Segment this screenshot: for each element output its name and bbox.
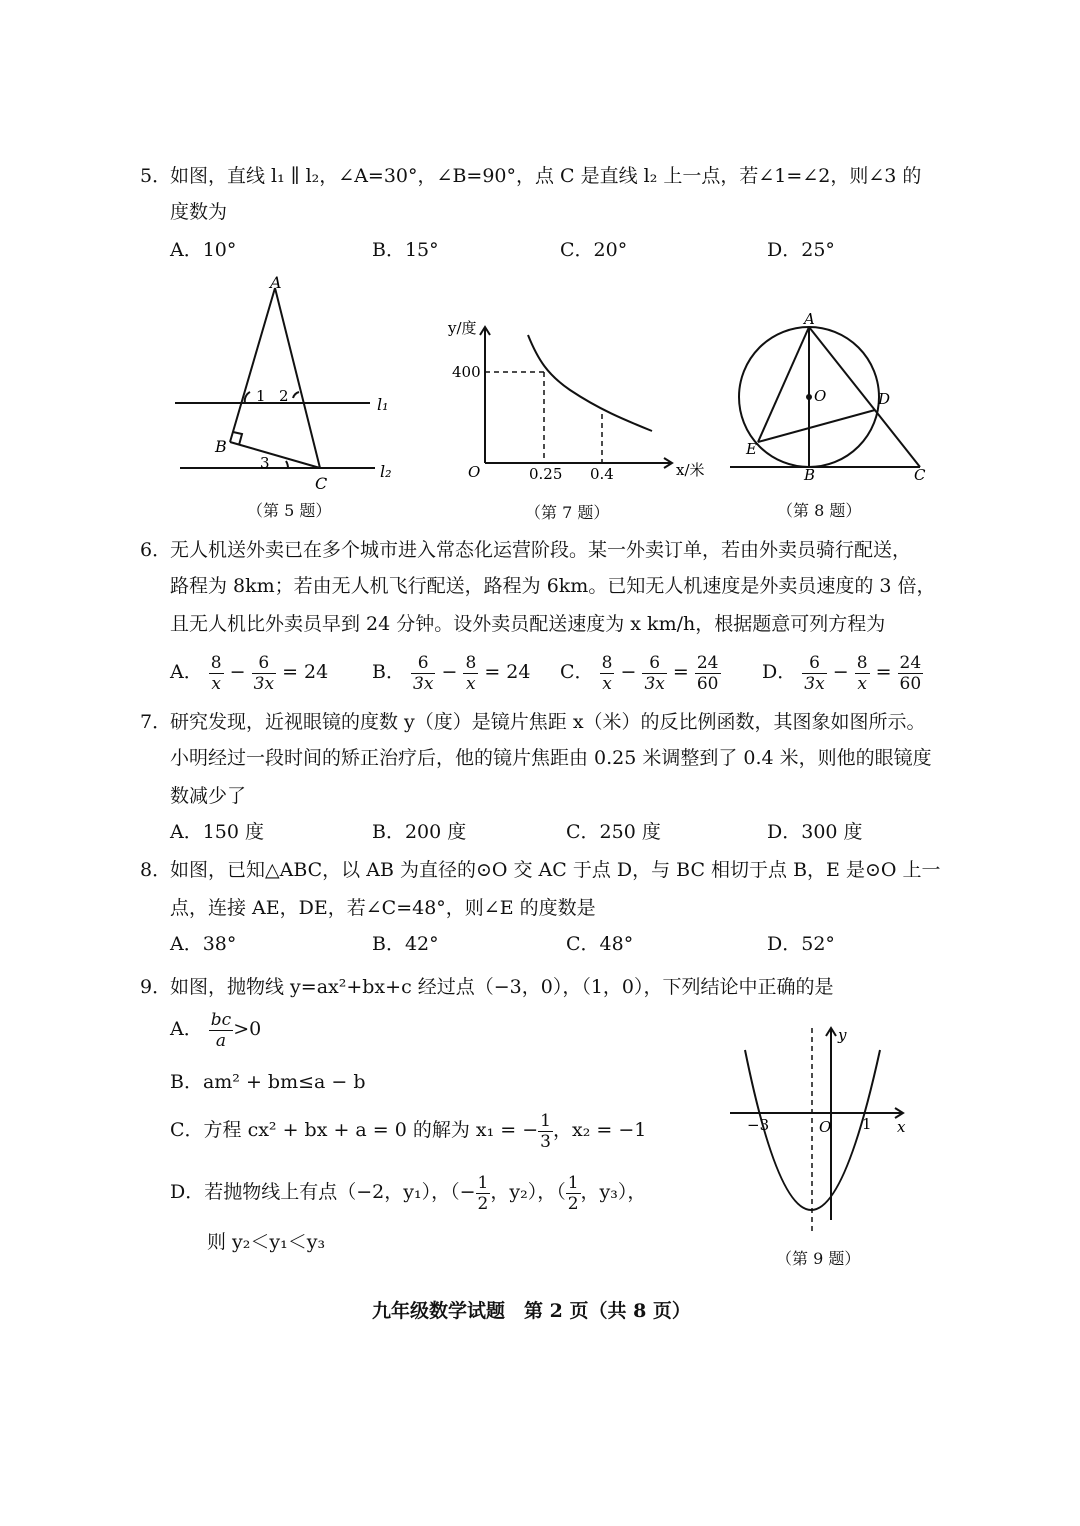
fig8-label-e: E	[746, 440, 757, 458]
q8-text-line2: 点，连接 AE，DE，若∠C=48°，则∠E 的度数是	[170, 897, 596, 919]
fig9-tick-minus3: −3	[747, 1116, 770, 1134]
fig9-x-label: x	[897, 1118, 906, 1136]
fig5-label-c: C	[315, 474, 328, 493]
fig7-tick-400: 400	[452, 363, 481, 381]
q9-text-line1: 如图，抛物线 y=ax²+bx+c 经过点（−3，0），（1，0），下列结论中正确的是	[170, 976, 834, 998]
q6-number: 6．	[140, 539, 172, 561]
q9-option-c: C．方程 cx² + bx + a = 0 的解为 x₁ = − $\frac{1}{3}$ ，x₂ = −1	[170, 1110, 647, 1152]
fig8-label-c: C	[914, 466, 926, 484]
q7-option-d: D．300 度	[767, 821, 863, 843]
fig8-label-b: B	[804, 466, 816, 484]
q6-text-line1: 无人机送外卖已在多个城市进入常态化运营阶段。某一外卖订单，若由外卖员骑行配送，	[170, 539, 912, 561]
q7-text-line3: 数减少了	[170, 785, 247, 807]
fig8-label-d: D	[878, 390, 891, 408]
q6-option-b: B． $\frac{6}{3x}$ − $\frac{8}{x}$ = 24	[372, 652, 531, 694]
q6-option-d: D． $\frac{6}{3x}$ − $\frac{8}{x}$ = $\frac{24}{60}$	[762, 652, 922, 694]
q9-number: 9．	[140, 976, 172, 998]
figure-7-caption: （第 7 题）	[525, 503, 610, 522]
q7-option-b: B．200 度	[372, 821, 467, 843]
q9-option-d-line2: 则 y₂＜y₁＜y₃	[207, 1231, 326, 1253]
figure-5-diagram	[160, 270, 410, 500]
fig7-tick-025: 0.25	[529, 465, 563, 483]
figure-9-caption: （第 9 题）	[776, 1249, 861, 1268]
q8-option-a: A．38°	[170, 933, 237, 955]
q6-option-c: C． $\frac{8}{x}$ − $\frac{6}{3x}$ = $\frac{24}{60}$	[560, 652, 719, 694]
fig5-label-1: 1	[256, 387, 266, 405]
q9-option-a: A． $\frac{bc}{a}$ >0	[170, 1009, 262, 1051]
fig9-origin: O	[819, 1118, 832, 1136]
q5-option-c: C．20°	[560, 239, 628, 261]
q5-option-b: B．15°	[372, 239, 439, 261]
q7-option-a: A．150 度	[170, 821, 265, 843]
q7-option-c: C．250 度	[566, 821, 661, 843]
fig9-tick-1: 1	[862, 1115, 872, 1133]
fig7-origin: O	[468, 463, 481, 481]
fig7-x-axis-label: x/米	[676, 461, 705, 479]
q5-number: 5．	[140, 165, 172, 187]
fig7-tick-04: 0.4	[590, 465, 614, 483]
figure-8-diagram	[730, 300, 940, 485]
q9-option-d: D．若抛物线上有点（−2，y₁），（− $\frac{1}{2}$ ，y₂），（ $\frac{1}{2}$ ，y₃），	[170, 1172, 647, 1214]
q8-number: 8．	[140, 859, 172, 881]
fig5-label-l1: l₁	[377, 395, 389, 414]
fig8-label-a: A	[804, 310, 815, 328]
figure-8-caption: （第 8 题）	[777, 501, 862, 520]
fig5-label-a: A	[270, 273, 282, 292]
figure-5-caption: （第 5 题）	[247, 501, 332, 520]
fig5-label-b: B	[215, 437, 227, 456]
fig5-label-3: 3	[260, 454, 270, 472]
q5-text-line2: 度数为	[170, 201, 228, 223]
q8-option-d: D．52°	[767, 933, 835, 955]
q9-option-b: B．am² + bm≤a − b	[170, 1071, 366, 1093]
q7-text-line1: 研究发现，近视眼镜的度数 y（度）是镜片焦距 x（米）的反比例函数，其图象如图所示。	[170, 711, 926, 733]
q7-text-line2: 小明经过一段时间的矫正治疗后，他的镜片焦距由 0.25 米调整到了 0.4 米，则他的眼镜度	[170, 747, 932, 769]
fig5-label-2: 2	[279, 387, 289, 405]
fig5-label-l2: l₂	[380, 462, 392, 481]
fig7-y-axis-label: y/度	[448, 319, 477, 337]
q6-text-line3: 且无人机比外卖员早到 24 分钟。设外卖员配送速度为 x km/h，根据题意可列方程为	[170, 613, 886, 635]
q5-option-d: D．25°	[767, 239, 835, 261]
q6-option-a: A． $\frac{8}{x}$ − $\frac{6}{3x}$ = 24	[170, 652, 329, 694]
q8-text-line1: 如图，已知△ABC，以 AB 为直径的⊙O 交 AC 于点 D，与 BC 相切于点 B，E 是⊙O 上一	[170, 859, 941, 881]
q8-option-c: C．48°	[566, 933, 634, 955]
q6-text-line2: 路程为 8km；若由无人机飞行配送，路程为 6km。已知无人机速度是外卖员速度的 3 倍，	[170, 575, 936, 597]
fig8-label-o: O	[814, 387, 827, 405]
fig9-y-label: y	[838, 1026, 847, 1044]
q5-option-a: A．10°	[170, 239, 237, 261]
q5-text-line1: 如图，直线 l₁ ∥ l₂，∠A=30°，∠B=90°，点 C 是直线 l₂ 上一点，若∠1=∠2，则∠3 的	[170, 165, 922, 187]
q8-option-b: B．42°	[372, 933, 439, 955]
page-footer: 九年级数学试题 第 2 页（共 8 页）	[372, 1300, 691, 1322]
figure-9-graph	[725, 1020, 920, 1240]
figure-7-graph	[440, 305, 720, 490]
q7-number: 7．	[140, 711, 172, 733]
